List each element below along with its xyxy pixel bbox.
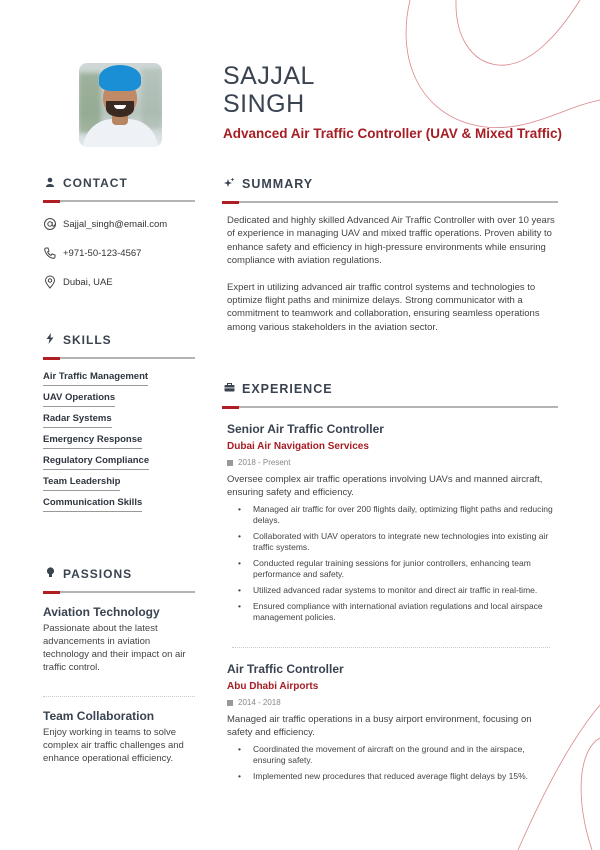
job-title: Senior Air Traffic Controller <box>227 422 384 436</box>
contact-section <box>43 174 195 289</box>
skills-heading: SKILLS <box>63 333 112 347</box>
profile-photo <box>79 63 162 147</box>
candidate-name <box>223 62 315 118</box>
job-bullets <box>227 744 558 782</box>
section-divider <box>43 591 195 593</box>
company-name: Dubai Air Navigation Services <box>227 441 369 452</box>
bullet-item: • Implemented new procedures that reduced average flight delays by 15%. <box>251 771 558 782</box>
skill-item: Air Traffic Management <box>43 371 148 386</box>
skills-list <box>43 365 195 512</box>
job-period <box>227 698 558 707</box>
contact-location <box>43 275 195 289</box>
calendar-icon <box>227 700 233 706</box>
bullet-item: • Managed air traffic for over 200 flights daily, optimizing flight paths and reducing delays. <box>251 504 558 526</box>
passion-item <box>43 709 195 765</box>
name-last: SINGH <box>223 90 305 118</box>
summary-section <box>222 175 558 334</box>
summary-heading: SUMMARY <box>242 177 314 191</box>
job-description: Oversee complex air traffic operations involving UAVs and manned aircraft, ensuring safety and efficiency. <box>227 474 543 498</box>
bullet-item: • Coordinated the movement of aircraft on the ground and in the airspace, ensuring safety. <box>251 744 558 766</box>
passions-section <box>43 565 195 765</box>
email-value: Sajjal_singh@email.com <box>63 218 168 230</box>
job-divider <box>232 647 550 648</box>
skill-item: Radar Systems <box>43 413 112 428</box>
job-entry <box>222 662 558 782</box>
job-period <box>227 458 558 467</box>
job-headline: Advanced Air Traffic Controller (UAV & Mixed Traffic) <box>223 126 563 141</box>
curve-bottom-inner <box>581 738 600 850</box>
bullet-item: • Ensured compliance with international aviation regulations and local airspace management policies. <box>251 601 558 623</box>
calendar-icon <box>227 460 233 466</box>
passions-heading: PASSIONS <box>63 567 133 581</box>
passion-title: Team Collaboration <box>43 709 155 723</box>
name-first: SAJJAL <box>223 62 315 90</box>
section-divider <box>43 357 195 359</box>
contact-email[interactable] <box>43 217 195 231</box>
passion-title: Aviation Technology <box>43 605 160 619</box>
sparkle-icon <box>222 177 236 192</box>
phone-value: +971-50-123-4567 <box>63 247 142 259</box>
location-value: Dubai, UAE <box>63 276 113 288</box>
briefcase-icon <box>222 383 236 395</box>
bullet-item: • Utilized advanced radar systems to monitor and direct air traffic in real-time. <box>251 585 558 596</box>
at-icon <box>43 217 57 231</box>
bullet-item: • Collaborated with UAV operators to integrate new technologies into existing air traffic systems. <box>251 531 558 553</box>
skill-item: UAV Operations <box>43 392 115 407</box>
experience-section <box>222 380 558 782</box>
skill-item: Emergency Response <box>43 434 142 449</box>
skill-item: Communication Skills <box>43 497 142 512</box>
passion-item <box>43 605 195 674</box>
period-text: 2018 - Present <box>238 458 291 467</box>
section-divider <box>222 201 558 203</box>
summary-paragraph: Dedicated and highly skilled Advanced Air Traffic Controller with over 10 years of experience in managing UAV and mixed traffic operations. Proven ability to enhance safety and efficiency in high-pressure environments while ensuring compliance with aviation regulations. <box>227 215 555 267</box>
company-name: Abu Dhabi Airports <box>227 681 319 692</box>
passion-divider <box>43 696 195 697</box>
phone-icon <box>43 246 57 260</box>
job-description: Managed air traffic operations in a busy airport environment, focusing on safety and efficiency. <box>227 714 532 738</box>
skill-item: Team Leadership <box>43 476 120 491</box>
passion-description: Passionate about the latest advancements in aviation technology and their impact on air traffic control. <box>43 623 186 673</box>
summary-paragraph: Expert in utilizing advanced air traffic control systems and technologies to optimize flight paths and minimize delays. Strong communicator with a commitment to teamwork and collaboration, ensuring seamless operations among various stakeholders in the aviation sector. <box>227 281 540 333</box>
section-divider <box>222 406 558 408</box>
person-icon <box>43 177 57 190</box>
passion-description: Enjoy working in teams to solve complex air traffic challenges and enhance operational efficiency. <box>43 727 184 764</box>
bullet-item: • Conducted regular training sessions for junior controllers, enhancing team performance and safety. <box>251 558 558 580</box>
skill-item: Regulatory Compliance <box>43 455 149 470</box>
contact-phone[interactable] <box>43 246 195 260</box>
skills-section <box>43 331 195 512</box>
job-title: Air Traffic Controller <box>227 662 344 676</box>
experience-heading: EXPERIENCE <box>242 382 333 396</box>
section-divider <box>43 200 195 202</box>
period-text: 2014 - 2018 <box>238 698 281 707</box>
job-bullets <box>227 504 558 623</box>
lightbulb-icon <box>43 567 57 581</box>
contact-heading: CONTACT <box>63 176 128 190</box>
location-pin-icon <box>43 275 57 289</box>
curve-top-outer <box>406 0 600 128</box>
job-entry <box>222 422 558 623</box>
lightning-icon <box>43 333 57 347</box>
curve-top-inner <box>456 0 580 65</box>
